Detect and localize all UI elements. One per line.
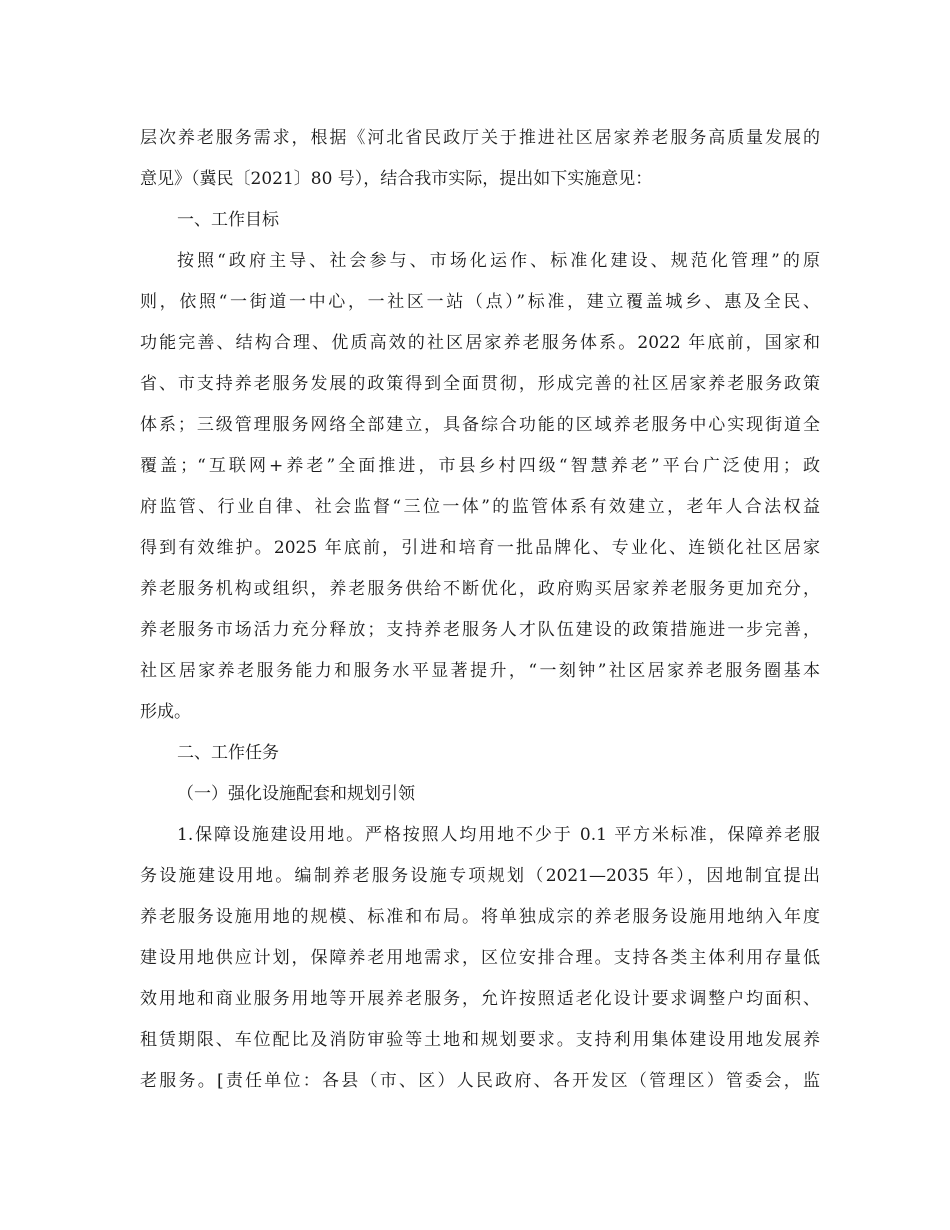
paragraph-line: 府监管、行业自律、社会监督“三位一体”的监管体系有效建立，老年人合法权益 <box>140 497 820 517</box>
paragraph-line: 层次养老服务需求，根据《河北省民政厅关于推进社区居家养老服务高质量发展的 <box>140 128 820 148</box>
paragraph-line: 功能完善、结构合理、优质高效的社区居家养老服务体系。2022 年底前，国家和 <box>140 333 820 353</box>
paragraph-line: 养老服务市场活力充分释放；支持养老服务人才队伍建设的政策措施进一步完善， <box>140 620 820 640</box>
paragraph-line: 老服务。[责任单位：各县（市、区）人民政府、各开发区（管理区）管委会，监 <box>140 1071 820 1091</box>
paragraph-line: 建设用地供应计划，保障养老用地需求，区位安排合理。支持各类主体利用存量低 <box>140 948 820 968</box>
paragraph-line: 1.保障设施建设用地。严格按照人均用地不少于 0.1 平方米标准，保障养老服 <box>177 825 820 845</box>
paragraph-line: 得到有效维护。2025 年底前，引进和培育一批品牌化、专业化、连锁化社区居家 <box>140 538 820 558</box>
paragraph-line: 效用地和商业服务用地等开展养老服务，允许按照适老化设计要求调整户均面积、 <box>140 989 820 1009</box>
paragraph-line: 按照“政府主导、社会参与、市场化运作、标准化建设、规范化管理”的原 <box>177 251 820 271</box>
paragraph-line: 意见》（冀民〔2021〕80 号），结合我市实际，提出如下实施意见： <box>140 169 653 189</box>
paragraph-line: 省、市支持养老服务发展的政策得到全面贯彻，形成完善的社区居家养老服务政策 <box>140 374 820 394</box>
paragraph-line: 养老服务机构或组织，养老服务供给不断优化，政府购买居家养老服务更加充分， <box>140 579 820 599</box>
section-heading: 二、工作任务 <box>177 743 279 763</box>
paragraph-line: 覆盖；“互联网+养老”全面推进，市县乡村四级“智慧养老”平台广泛使用；政 <box>140 456 820 476</box>
section-heading: 一、工作目标 <box>177 210 279 230</box>
paragraph-line: 则，依照“一街道一中心，一社区一站（点）”标准，建立覆盖城乡、惠及全民、 <box>140 292 820 312</box>
paragraph-line: 社区居家养老服务能力和服务水平显著提升，“一刻钟”社区居家养老服务圈基本 <box>140 661 820 681</box>
paragraph-line: 体系；三级管理服务网络全部建立，具备综合功能的区域养老服务中心实现街道全 <box>140 415 820 435</box>
subsection-heading: （一）强化设施配套和规划引领 <box>177 784 415 804</box>
paragraph-line: 形成。 <box>140 702 191 722</box>
paragraph-line: 养老服务设施用地的规模、标准和布局。将单独成宗的养老服务设施用地纳入年度 <box>140 907 820 927</box>
paragraph-line: 租赁期限、车位配比及消防审验等土地和规划要求。支持利用集体建设用地发展养 <box>140 1030 820 1050</box>
paragraph-line: 务设施建设用地。编制养老服务设施专项规划（2021—2035 年），因地制宜提出 <box>140 866 820 886</box>
